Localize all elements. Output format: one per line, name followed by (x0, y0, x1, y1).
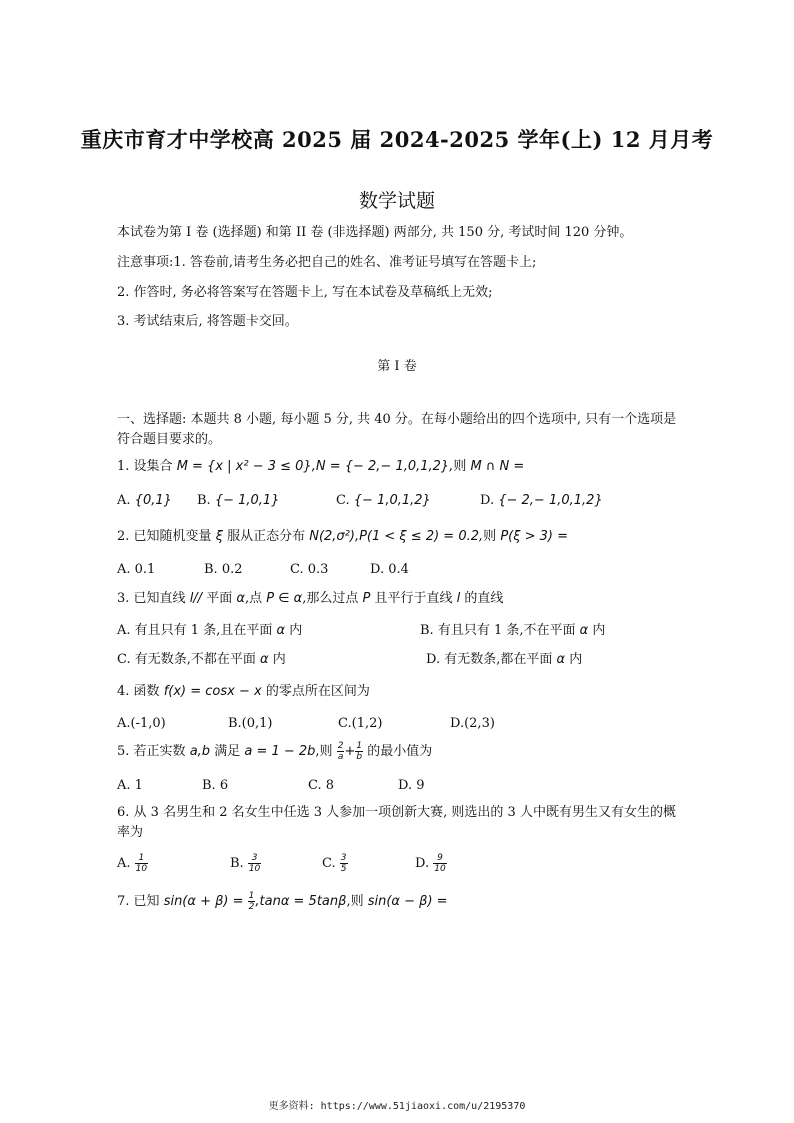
q3-stem-prefix: 3. 已知直线 (117, 591, 186, 606)
q2-option-a: A. 0.1 (117, 562, 156, 577)
q7-stem-prefix: 7. 已知 (117, 894, 160, 909)
q6-option-b (230, 853, 261, 874)
q1-d-text: {− 2,− 1,0,1,2} (498, 493, 603, 508)
q5-option-d: D. 9 (398, 778, 425, 793)
question-1-stem (117, 458, 524, 476)
q7-sin1: sin(α + β) = (163, 894, 244, 909)
q3-b-alpha: α (579, 623, 589, 638)
question-3-stem (117, 590, 503, 608)
q2-xi: ξ (215, 529, 223, 544)
q4-stem-math: f(x) = cosx − x (163, 684, 262, 699)
q3-stem-mid3: ,那么过点 (302, 591, 359, 606)
q3-a-text: A. 有且只有 1 条,且在平面 (117, 623, 273, 638)
q3-p: P (362, 591, 371, 606)
q5-f1-den: a (337, 752, 344, 762)
q3-c-alpha: α (260, 652, 269, 667)
q3-b-tail: 内 (592, 623, 606, 638)
q3-stem-suffix: 的直线 (464, 591, 504, 606)
q5-stem-math: a = 1 − 2b (244, 744, 316, 759)
q1-stem-prefix: 1. 设集合 (117, 459, 173, 474)
q2-option-c: C. 0.3 (290, 562, 329, 577)
q5-fraction-2 (355, 741, 363, 762)
q3-b-text: B. 有且只有 1 条,不在平面 (420, 623, 576, 638)
q6-d-label: D. (415, 856, 430, 871)
q3-l: l (456, 591, 461, 606)
question-2-stem (117, 528, 568, 546)
question-7-stem (117, 891, 448, 912)
q5-stem-prefix: 5. 若正实数 (117, 744, 186, 759)
exam-subtitle: 数学试题 (358, 190, 435, 212)
q7-sin2: sin(α − β) = (367, 894, 448, 909)
q3-p-in: P ∈ α (266, 591, 303, 606)
intro-line-1: 本试卷为第 I 卷 (选择题) 和第 II 卷 (非选择题) 两部分, 共 150 分, 考试时间 120 分钟。 (117, 225, 633, 240)
q5-f1-num: 2 (337, 741, 344, 751)
q3-a-tail: 内 (289, 623, 303, 638)
q5-option-a: A. 1 (117, 778, 143, 793)
q6-c-fraction (340, 853, 348, 874)
q2-stem-math: N(2,σ²),P(1 < ξ ≤ 2) = 0.2, (309, 529, 484, 544)
q6-b-fraction (248, 853, 261, 874)
q6-a-label: A. (117, 856, 131, 871)
q6-d-den: 10 (434, 864, 446, 874)
q4-option-d: D.(2,3) (450, 716, 495, 731)
q6-option-c (322, 853, 348, 874)
q6-a-den: 10 (135, 864, 148, 874)
q5-stem-mid2: ,则 (315, 744, 333, 759)
q3-d-text: D. 有无数条,都在平面 (426, 652, 553, 667)
q2-stem-suffix: 则 (483, 529, 497, 544)
q5-plus: + (344, 744, 356, 759)
q3-option-a (117, 622, 302, 640)
q2-stem-math2: P(ξ > 3) = (500, 529, 568, 544)
q7-stem-math2: ,tanα = 5tanβ (255, 894, 347, 909)
q6-a-fraction (135, 853, 148, 874)
exam-title: 重庆市育才中学校高 2025 届 2024-2025 学年(上) 12 月月考 (80, 127, 714, 152)
q5-option-b: B. 6 (202, 778, 229, 793)
question-5-stem (117, 741, 432, 762)
q6-b-label: B. (230, 856, 244, 871)
q1-d-label: D. (480, 493, 495, 508)
q1-c-label: C. (336, 493, 350, 508)
q1-a-label: A. (117, 493, 131, 508)
q1-option-d (480, 492, 603, 510)
q7-stem-mid: ,则 (346, 894, 364, 909)
q5-option-c: C. 8 (308, 778, 335, 793)
q2-stem-prefix: 2. 已知随机变量 (117, 529, 212, 544)
q3-stem-mid2: ,点 (244, 591, 263, 606)
q6-b-num: 3 (248, 853, 261, 864)
intro-line-4: 3. 考试结束后, 将答题卡交回。 (117, 314, 298, 329)
footer-link[interactable]: 更多资料: https://www.51jiaoxi.com/u/2195370 (268, 1101, 526, 1112)
q3-d-alpha: α (556, 652, 566, 667)
q4-option-b: B.(0,1) (228, 716, 273, 731)
q7-f-den: 2 (248, 902, 255, 912)
q5-f2-den: b (356, 752, 363, 762)
q1-b-label: B. (197, 493, 211, 508)
q3-stem-mid1: 平面 (206, 591, 233, 606)
q4-option-c: C.(1,2) (338, 716, 383, 731)
q3-stem-mid4: 且平行于直线 (374, 591, 453, 606)
q5-f2-num: 1 (356, 741, 363, 751)
q6-c-label: C. (322, 856, 336, 871)
q4-option-a: A.(-1,0) (117, 716, 166, 731)
section-intro: 一、选择题: 本题共 8 小题, 每小题 5 分, 共 40 分。在每小题给出的四个选项中, 只有一个选项是符合题目要求的。 (117, 412, 677, 447)
q3-d-tail: 内 (569, 652, 583, 667)
q1-stem-math: M = {x | x² − 3 ≤ 0},N = {− 2,− 1,0,1,2}, (176, 459, 454, 474)
q1-a-text: {0,1} (134, 493, 172, 508)
q6-b-den: 10 (248, 864, 261, 874)
q5-stem-mid: 满足 (214, 744, 241, 759)
q3-alpha: α (236, 591, 245, 606)
q6-c-den: 5 (340, 864, 347, 874)
q6-option-a (117, 853, 148, 874)
q1-b-text: {− 1,0,1} (214, 493, 280, 508)
q2-stem-mid: 服从正态分布 (227, 529, 306, 544)
q6-d-num: 9 (433, 853, 446, 864)
q1-option-b (197, 492, 279, 510)
q3-a-alpha: α (276, 623, 286, 638)
volume-heading: 第 I 卷 (377, 359, 417, 374)
q4-stem-suffix: 的零点所在区间为 (265, 684, 370, 699)
intro-line-2: 注意事项:1. 答卷前,请考生务必把自己的姓名、准考证号填写在答题卡上; (117, 255, 537, 270)
q1-c-text: {− 1,0,1,2} (353, 493, 431, 508)
q6-c-num: 3 (340, 853, 347, 863)
intro-line-3: 2. 作答时, 务必将答案写在答题卡上, 写在本试卷及草稿纸上无效; (117, 285, 493, 300)
q3-l-par: l// (189, 591, 203, 606)
q2-option-d: D. 0.4 (370, 562, 409, 577)
q1-stem-suffix: 则 (453, 459, 467, 474)
q1-option-c (336, 492, 431, 510)
q7-f-num: 1 (248, 891, 255, 901)
q6-option-d (415, 853, 447, 874)
question-4-stem (117, 683, 370, 701)
q6-d-fraction (433, 853, 446, 874)
q5-ab: a,b (189, 744, 211, 759)
q6-a-num: 1 (135, 853, 148, 864)
question-6-stem: 6. 从 3 名男生和 2 名女生中任选 3 人参加一项创新大赛, 则选出的 3 人中既有男生又有女生的概率为 (117, 805, 676, 840)
q1-stem-math2: M ∩ N = (470, 459, 525, 474)
q3-option-c (117, 651, 286, 669)
q3-c-text: C. 有无数条,不都在平面 (117, 652, 256, 667)
q2-option-b: B. 0.2 (204, 562, 243, 577)
q1-option-a (117, 492, 172, 510)
q3-option-d (426, 651, 582, 669)
q5-stem-suffix: 的最小值为 (367, 744, 433, 759)
q3-c-tail: 内 (272, 652, 286, 667)
q4-stem-prefix: 4. 函数 (117, 684, 160, 699)
q3-option-b (420, 622, 605, 640)
